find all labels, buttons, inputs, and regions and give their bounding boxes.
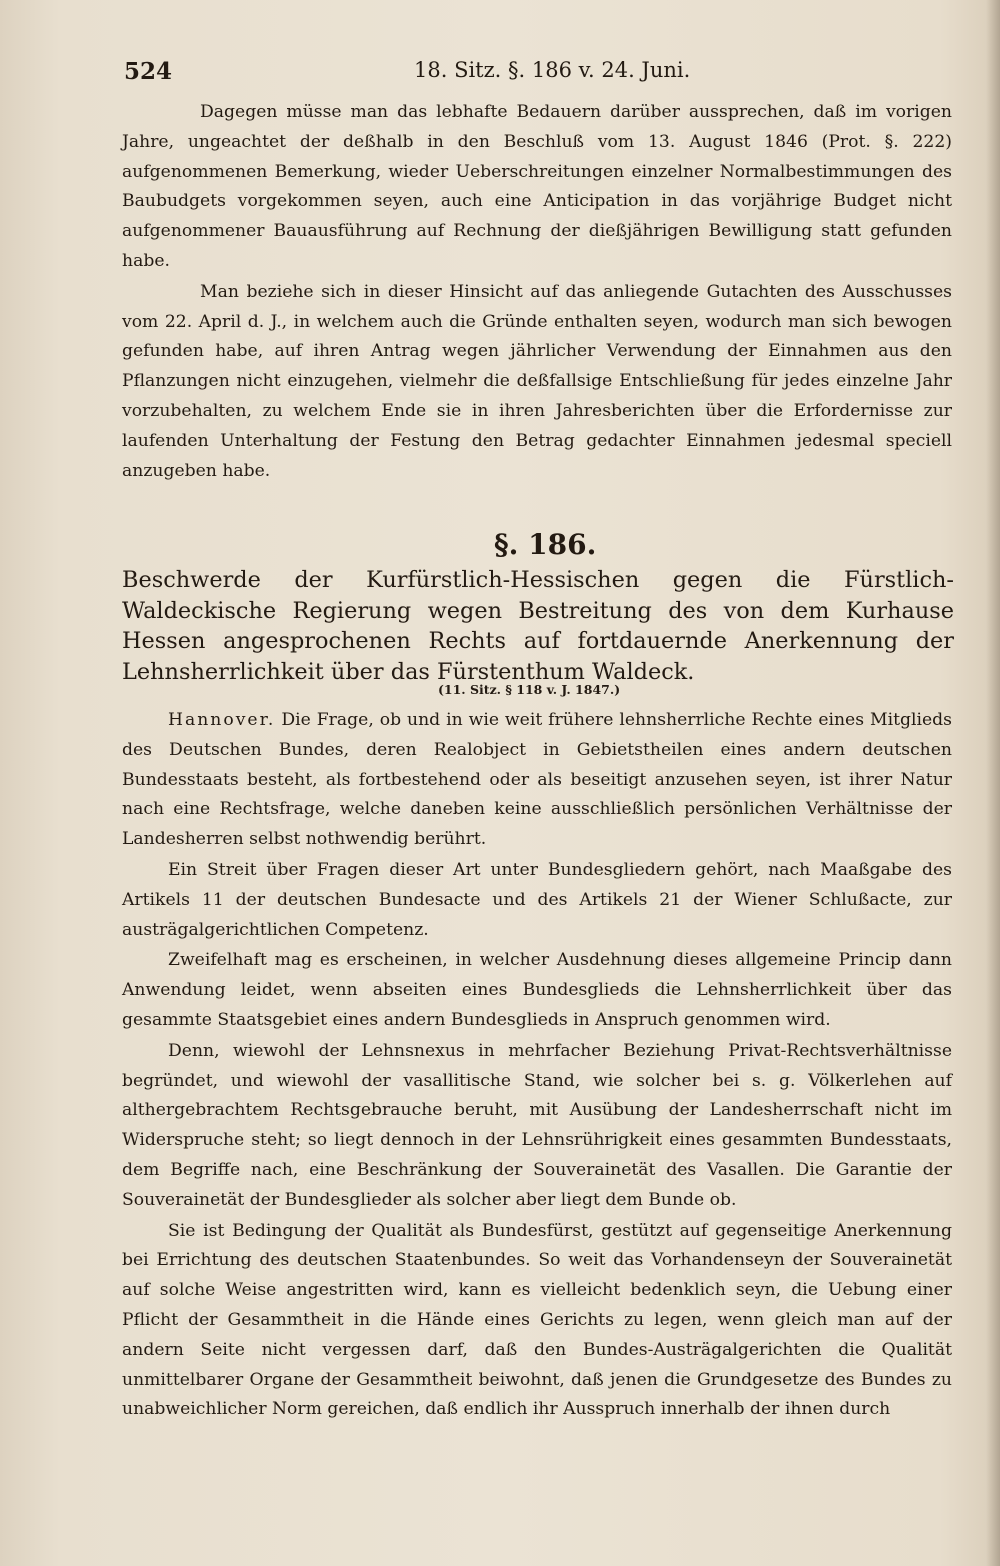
running-title: 18. Sitz. §. 186 v. 24. Juni. — [414, 58, 691, 82]
paragraph: Sie ist Bedingung der Qualität als Bundesfürst, gestützt auf gegenseitige Anerkennung bei Errichtung des deutschen Staatenbundes. So weit das Vorhandenseyn der Souverainetät auf solche Weise angestritten wird, kann es vielleicht bedenklich seyn, die Uebung einer Pflicht der Gesammtheit in die Hände eines Gerichts zu legen, wenn gleich man auf der andern Seite nicht vergessen darf, daß den Bundes-Austrägalgerichten die Qualität unmittelbarer Organe der Gesammtheit beiwohnt, daß jenen die Grundgesetze des Bundes zu unabweichlicher Norm gereichen, daß endlich ihr Ausspruch innerhalb der ihnen durch — [122, 1220, 952, 1420]
intro-text-block — [122, 98, 952, 486]
paragraph: Ein Streit über Fragen dieser Art unter Bundesgliedern gehört, nach Maaßgabe des Artikels 11 der deutschen Bundesacte und des Artikels 21 der Wiener Schlußacte, zur austrägalgerichtlichen Competenz. — [122, 859, 952, 940]
page-number: 524 — [124, 58, 173, 85]
section-number: §. 186. — [494, 528, 597, 561]
main-text-block — [122, 706, 952, 1425]
speaker-lead: Hannover. — [168, 710, 276, 730]
section-reference: (11. Sitz. § 118 v. J. 1847.) — [438, 682, 621, 697]
page-edge-shadow — [986, 0, 1000, 1566]
paragraph: Dagegen müsse man das lebhafte Bedauern darüber aussprechen, daß im vorigen Jahre, ungeachtet der deßhalb in den Beschluß vom 13. August 1846 (Prot. §. 222) aufgenommenen Bemerkung, wieder Ueberschreitungen einzelner Normalbestimmungen des Baubudgets vorgekommen seyen, auch eine Anticipation in das vorjährige Budget nicht aufgenommener Bauausführung auf Rechnung der dießjährigen Bewilligung statt gefunden habe. — [122, 102, 952, 271]
paragraph: Denn, wiewohl der Lehnsnexus in mehrfacher Beziehung Privat-Rechtsverhältnisse begründet, und wiewohl der vasallitische Stand, wie solcher bei s. g. Völkerlehen auf althergebrachtem Rechtsgebrauche beruht, mit Ausübung der Landesherrschaft nicht im Widerspruche steht; so liegt dennoch in der Lehnsrührigkeit eines gesammten Bundesstaats, dem Begriffe nach, eine Beschränkung der Souverainetät des Vasallen. Die Garantie der Souverainetät der Bundesglieder als solcher aber liegt dem Bunde ob. — [122, 1040, 952, 1210]
paragraph-text: Die Frage, ob und in wie weit frühere lehnsherrliche Rechte eines Mitglieds des Deutschen Bundes, deren Realobject in Gebietstheilen eines andern deutschen Bundesstaats besteht, als fortbestehend oder als beseitigt anzusehen seyen, ist ihrer Natur nach eine Rechtsfrage, welche daneben keine ausschließlich persönlichen Verhältnisse der Landesherren selbst nothwendig berührt. — [122, 710, 952, 850]
paragraph — [122, 706, 952, 855]
paragraph: Zweifelhaft mag es erscheinen, in welcher Ausdehnung dieses allgemeine Princip dann Anwendung leidet, wenn abseiten eines Bundesglieds die Lehnsherrlichkeit über das gesammte Staatsgebiet eines andern Bundesglieds in Anspruch genommen wird. — [122, 950, 952, 1030]
paragraph: Man beziehe sich in dieser Hinsicht auf das anliegende Gutachten des Ausschusses vom 22. April d. J., in welchem auch die Gründe enthalten seyen, wodurch man sich bewogen gefunden habe, auf ihren Antrag wegen jährlicher Verwendung der Einnahmen aus den Pflanzungen nicht einzugehen, vielmehr die deßfallsige Entschließung für jedes einzelne Jahr vorzubehalten, zu welchem Ende sie in ihren Jahresberichten über die Erfordernisse zur laufenden Unterhaltung der Festung den Betrag gedachter Einnahmen jedesmal speciell anzugeben habe. — [122, 281, 952, 481]
running-header — [124, 58, 714, 88]
section-title: Beschwerde der Kurfürstlich-Hessischen gegen die Fürstlich-Waldeckische Regierung wegen Bestreitung des von dem Kurhause Hessen angesprochenen Rechts auf fortdauernde Anerkennung der Lehnsherrlichkeit über das Fürstenthum Waldeck. — [122, 567, 954, 685]
